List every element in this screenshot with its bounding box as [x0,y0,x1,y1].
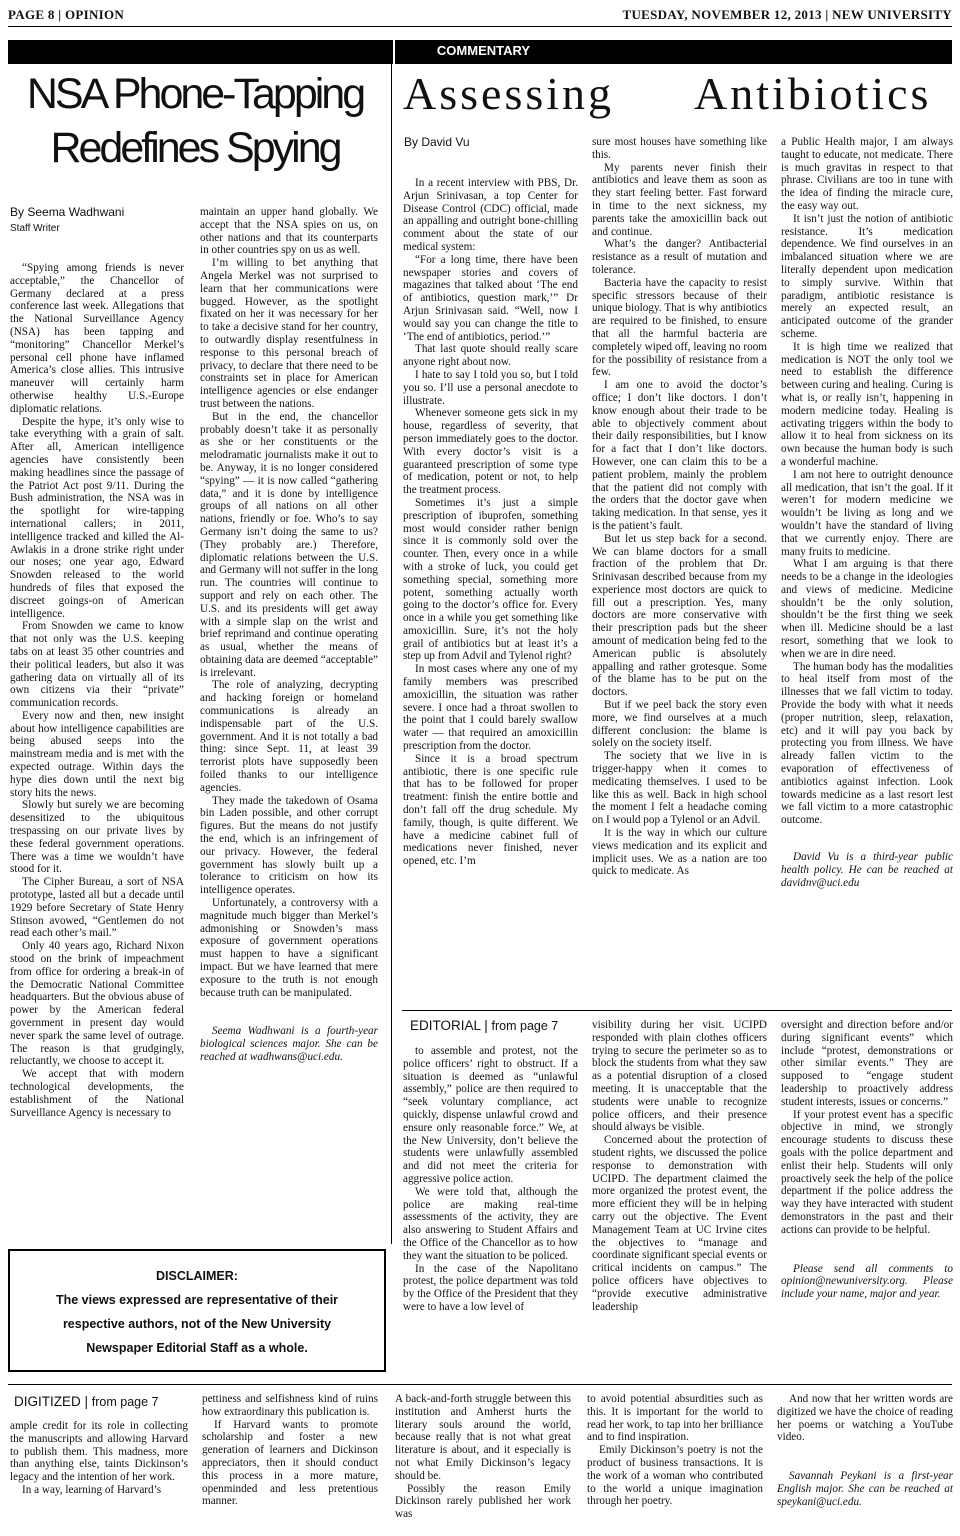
nsa-staff-credit: Staff Writer [10,223,60,234]
digitized-label: DIGITIZED [14,1394,81,1409]
author-tagline: Seema Wadhwani is a fourth-year biological sciences major. She can be reached at wadhwans@uci.edu. [200,1025,378,1063]
paragraph: maintain an upper hand globally. We accept that the NSA spies on us, on other nations and that its counterparts in other countries spy on us as well. [200,206,378,257]
disclaimer-line: The views expressed are representative of their [55,1293,339,1307]
paragraph: But let us step back for a second. We can blame doctors for a small fraction of the problem that Dr. Srinivasan described because from my experience most doctors are quick to fill out a prescription. Yes, many doctors are more conservative with their prescription pads but the sheer amount of medication being fed to the American public is absolutely appalling and rather grotesque. Some of the blame has to be put on the doctors. [592,532,767,699]
antibiotics-title-word2: Antibiotics [694,68,932,119]
paragraph: pettiness and selfishness kind of ruins how extraordinary this publication is. [202,1393,378,1418]
antibiotics-column-3 [781,136,953,992]
paragraph: In a recent interview with PBS, Dr. Arjun Srinivasan, a top Center for Disease Control (CDC) official, made an appalling and outright bone-chilling comment about the state of our medical system: [403,177,578,253]
paragraph: It isn’t just the notion of antibiotic resistance. It’s medication dependence. We find ourselves in an imbalanced situation where we are literally dependent upon medication to simply survive. Within that paradigm, antibiotic resistance is merely an expected result, an anticipated outcome of the grander scheme. [781,212,953,340]
paragraph: I am one to avoid the doctor’s office; I don’t like doctors. I don’t know enough about their trade to be able to objectively comment about their daily responsibilities, but I know for a fact that I don’t like doctors. However, one can claim this to be a patient problem, mainly the problem that the patient did not comply with the orders that the doctor gave when taking medication. In that sense, yes it is the patient’s fault. [592,379,767,532]
paragraph: It is the way in which our culture views medication and its explicit and implicit uses. We as a nation are too quick to medicate. As [592,827,767,878]
disclaimer-line: respective authors, not of the New University [62,1317,332,1331]
paragraph: to assemble and protest, not the police officers’ right to obstruct. If a situation is deemed as “unlawful assembly,” police are then required to “seek voluntary compliance, act quickly, dispense unlawful crowd and ensure only reasonable force.” We, at the New University, don’t believe the students were unlawfully assembled and did not meet the criteria for aggressive police action. [403,1045,578,1185]
editorial-label: EDITORIAL [410,1018,481,1033]
editorial-column-3 [781,1019,953,1375]
digitized-from: from page 7 [91,1395,159,1409]
nsa-column-2 [200,206,378,1236]
paragraph: The role of analyzing, decrypting and hacking foreign or homeland communications is already an indispensable part of the U.S. government. And it is not totally a bad thing: since Sept. 11, at least 39 terrorist plots have supposedly been foiled thanks to our intelligence agencies. [200,679,378,794]
paragraph: What I am arguing is that there needs to be a change in the ideologies and views of medicine. Medicine shouldn’t be the only solution, shouldn’t be the first thing we seek when ill. Medicine should be a last resort, something that we look to when we are in dire need. [781,558,953,660]
nsa-title-line2: Redefines Spying [50,124,340,172]
paragraph: But in the end, the chancellor probably doesn’t take it as personally as she or her constituents or the melodramatic journalists make it out to be. Anyway, it is no longer considered “spying” — it is now called “gathering data,” and it is done by intelligence groups of all nations on all other nations, friendly or foe. Who’s to say Germany isn’t doing the same to us? (They probably are.) Therefore, diplomatic relations between the U.S. and Germany will not suffer in the long run. The countries will continue to support and rely on each other. The U.S. and its presidents will get away with a simple slap on the wrist and brief reprimand and continue operating as usual, whether the means of obtaining data are deemed “acceptable” is irrelevant. [200,410,378,679]
antibiotics-byline: By David Vu [404,135,470,149]
paragraph: Whenever someone gets sick in my house, regardless of severity, that person immediately goes to the doctor. With every doctor’s visit is a guaranteed prescription of some type of medication, potent or not, to help the treatment process. [403,407,578,497]
antibiotics-column-1 [403,177,578,995]
disclaimer-heading: DISCLAIMER: [156,1269,238,1283]
disclaimer-box [8,1249,386,1372]
paragraph: In most cases where any one of my family members was prescribed amoxicillin, the situation was rather severe. I once had a throat swollen to the point that I could barely swallow water — that required an amoxicillin prescription from the doctor. [403,663,578,753]
paragraph: My parents never finish their antibiotics and leave them as soon as they start feeling better. Fast forward in time to the next sickness, my parents take the amoxicillin back out and continue. [592,161,767,238]
antibiotics-title-word1: Assessing [403,68,615,119]
digitized-column-1 [10,1420,188,1530]
paragraph: Unfortunately, a controversy with a magnitude much bigger than Merkel’s admonishing or Snowden’s mass exposure of government operations must happen to have a significant impact. But we have learned that mere exposure to the truth is not enough because truth can be manipulated. [200,897,378,999]
paragraph: “For a long time, there have been newspaper stories and covers of magazines that talked about ‘The end of antibiotics, question mark,’” Dr Arjun Srinivasan said. “Well, now I would say you can change the title to ‘The end of antibiotics, period.’” [403,253,578,343]
digitized-column-4 [587,1393,763,1530]
nsa-column-1 [10,262,184,1242]
paragraph: From Snowden we came to know that not only was the U.S. keeping tabs on at least 35 other countries and their political leaders, but also it was gathering data on virtually all of its own citizens via their “private” communication records. [10,620,184,710]
paragraph: It is high time we realized that medication is NOT the only tool we need to establish the difference between curing and healing. Curing is what is, or really isn’t, happening in modern medicine today. Healing is activating triggers within the body to allow it to heal from sickness on its own because the human body is such a wonderful machine. [781,340,953,468]
paragraph: sure most houses have something like this. [592,136,767,161]
page-label: PAGE 8 | OPINION [8,7,125,22]
disclaimer-line: Newspaper Editorial Staff as a whole. [86,1341,308,1355]
paragraph: In the case of the Napolitano protest, the police department was told by the Office of the President that they were to have a low level of [403,1262,578,1313]
paragraph: We were told that, although the police are making real-time assessments of the activity, they are also answering to Student Affairs and the Office of the Chancellor as to how they want the situation to be policed. [403,1185,578,1262]
editorial-tagline: Please send all comments to opinion@newuniversity.org. Please include your name, major and year. [781,1262,953,1301]
paragraph: I am not here to outright denounce all medication, that isn’t the goal. If it weren’t for modern medicine we wouldn’t be living as long and we wouldn’t have the standard of living that we currently enjoy. There are many fruits to medicine. [781,468,953,558]
nsa-byline: By Seema Wadhwani [10,205,125,219]
author-tagline: David Vu is a third-year public health policy. He can be reached at davidnv@uci.edu [781,851,953,889]
editorial-column-2 [592,1019,767,1375]
paragraph: If your protest event has a specific objective in mind, we strongly encourage students to discuss these goals with the police department and enlist their help. Students will only proactively seek the help of the police department if the police address the way they have interacted with student demonstrators in the past and their actions can provide to be helpful. [781,1108,953,1236]
paragraph: The society that we live in is trigger-happy when it comes to medicating themselves. I used to be like this as well. Back in high school the moment I felt a headache coming on I would pop a Tylenol or an Advil. [592,750,767,827]
paragraph: Despite the hype, it’s only wise to take everything with a grain of salt. After all, American intelligence agencies have consistently been making headlines since the passage of the Patriot Act post 9/11. During the Bush administration, the NSA was in the spotlight for wire-tapping international callers; in 2011, intelligence tracked and killed the Al-Awlakis in a drone strike right under our noses; one year ago, Edward Snowden released to the world hundreds of files that exposed the discreet goings-on of American intelligence. [10,415,184,620]
paragraph: Only 40 years ago, Richard Nixon stood on the brink of impeachment from office for ordering a break-in of the Democratic National Committee headquarters. But the obvious abuse of power by the American federal government in present day would never spark the same level of outrage. The reason is that grudgingly, reluctantly, we choose to accept it. [10,940,184,1068]
paragraph: ample credit for its role in collecting the manuscripts and allowing Harvard to publish them. This madness, more than anything else, taints Dickinson’s legacy and the intention of her work. [10,1420,188,1484]
paragraph: a Public Health major, I am always taught to educate, not medicate. There is much gravitas in respect to that phrase. Civilians are too in tune with the idea of finding the miracle cure, the easy way out. [781,136,953,212]
antibiotics-column-2 [592,136,767,992]
paragraph: Every now and then, new insight about how intelligence capabilities are being abused seeps into the mainstream media and is met with the expected outrage. Within days the hype dies down until the next big story hits the news. [10,709,184,799]
paragraph: That last quote should really scare anyone right about now. [403,343,578,369]
digitized-top-rule [8,1384,952,1385]
paragraph: Slowly but surely we are becoming desensitized to the ubiquitous trespassing on our private lives by these federal government operations. There was a time we wouldn’t have stood for it. [10,799,184,876]
paragraph: And now that her written words are digitized we have the choice of reading her poems or watching a YouTube video. [777,1393,953,1444]
paragraph: Concerned about the protection of student rights, we discussed the police response to demonstration with UCIPD. The department claimed the more organized the protest event, the more efficient they will be in helping carry out the objective. The Event Management Team at UC Irvine cites the objectives to “manage and coordinate significant special events or critical incidents on campus.” The police officers have objectives to “provide executive administrative leadership [592,1134,767,1313]
paragraph: The Cipher Bureau, a sort of NSA prototype, lasted all but a decade until 1929 before Secretary of State Henry Stinson avowed, “Gentlemen do not read each other’s mail.” [10,876,184,940]
paragraph: I hate to say I told you so, but I told you so. I’ll use a personal anecdote to illustrate. [403,368,578,407]
paragraph: Sometimes it’s just a simple prescription of ibuprofen, something most would consider rather benign since it is commonly sold over the counter. Then, every once in a while with a stroke of luck, you could get something special, something more potent, something actually worth going to the doctor’s office for. Every once in a while you get something like amoxicillin. Sure, it’s not the holy grail of antibiotics but at least it’s a step up from Advil and Tylenol right? [403,496,578,663]
paragraph: Bacteria have the capacity to resist specific stressors because of their unique biology. That is why antibiotics are required to be finished, to ensure that all the harmful bacteria are completely wiped off, leaving no room for the possibility of resistance from a few. [592,276,767,379]
paragraph: The human body has the modalities to heal itself from most of the illnesses that we fall victim to today. Provide the body with what it needs (proper nutrition, sleep, relaxation, etc) and it will pay you back by protecting you from illness. We have already fallen victim to the evaporation of effectiveness of antibiotics against infection. Look towards medicine as a last resort lest we fall victim to a more catastrophic outcome. [781,660,953,827]
paragraph: Emily Dickinson’s poetry is not the product of business transactions. It is the work of a woman who contributed to the world a unique imagination through her poetry. [587,1444,763,1508]
editorial-top-rule [402,1010,952,1011]
date-line: TUESDAY, NOVEMBER 12, 2013 | NEW UNIVERSITY [622,7,952,22]
paragraph: If Harvard wants to promote scholarship and foster a new generation of learners and Dickinson appreciators, then it should conduct this process in a more mature, openminded and less pretentious manner. [202,1418,378,1508]
paragraph: But if we peel back the story even more, we find ourselves at a much different conclusion: the blame is solely on the society itself. [592,699,767,750]
paragraph: A back-and-forth struggle between this institution and Amherst hurts the literary souls around the world, because really that is not what great literature is about, and it especially is not what Emily Dickinson’s legacy should be. [395,1393,571,1482]
editorial-from: from page 7 [491,1019,559,1033]
paragraph: visibility during her visit. UCIPD responded with plain clothes officers trying to secure the perimeter so as to block the students from what they saw as a potential disruption of a closed meeting. It is unacceptable that the students were unable to recognize police officers, and their presence should always be visible. [592,1019,767,1134]
paragraph: oversight and direction before and/or during significant events” which include “protest, demonstrations or other similar events.” They are supposed to “engage student leadership to proactively address student interests, issues or concerns.” [781,1019,953,1108]
digitized-column-2 [202,1393,378,1530]
editorial-column-1 [403,1045,578,1375]
paragraph: Since it is a broad spectrum antibiotic, there is one specific rule that has to be followed for proper treatment: finish the entire bottle and don’t fall off the drug schedule. My family, though, is quite different. We have a medicine cabinet full of medications never finished, never opened, etc. I’m [403,752,578,868]
paragraph: In a way, learning of Harvard’s [22,1483,162,1496]
paragraph: “Spying among friends is never acceptable,” the Chancellor of Germany declared at a press conference last week. Allegations that the National Surveillance Agency (NSA) has been tapping and “monitoring” Chancellor Merkel’s personal cell phone have inflamed America’s close allies. This intrusive maneuver will certainly harm otherwise healthy U.S.-Europe diplomatic relations. [10,262,184,415]
commentary-label: COMMENTARY [436,43,531,58]
paragraph: What’s the danger? Antibacterial resistance as a result of mutation and tolerance. [592,238,767,276]
column-divider [391,64,392,1244]
digitized-column-5 [777,1393,953,1530]
paragraph: to avoid potential absurdities such as this. It is important for the world to read her work, to tap into her brilliance and to find inspiration. [587,1393,763,1444]
header-rule [8,26,952,27]
editorial-jump-head: EDITORIAL | from page 7 [410,1018,559,1033]
digitized-column-3 [395,1393,571,1530]
digitized-jump-head: DIGITIZED | from page 7 [14,1394,159,1409]
paragraph: They made the takedown of Osama bin Laden possible, and other corrupt figures. But the means do not justify the end, which is an infringement of our privacy. However, the federal government has slowly built up a tolerance to criticism on how its intelligence operates. [200,794,378,897]
paragraph: Possibly the reason Emily Dickinson rarely published her work was [395,1482,571,1521]
nsa-title-line1: NSA Phone-Tapping [26,70,364,118]
paragraph: I’m willing to bet anything that Angela Merkel was not surprised to learn that her communications were bugged. However, as the spotlight fixated on her it was necessary for her to take a decisive stand for her country, to outwardly display resentfulness in response to this personal breach of privacy, to declare that there need to be constraints set in place for American intelligence agencies or else endanger trust between the nations. [200,257,378,410]
paragraph: We accept that with modern technological developments, the establishment of the National Surveillance Agency is necessary to [10,1068,184,1119]
top-black-bar-left [8,40,393,64]
digitized-tagline: Savannah Peykani is a first-year English major. She can be reached at speykani@uci.edu. [777,1470,953,1508]
